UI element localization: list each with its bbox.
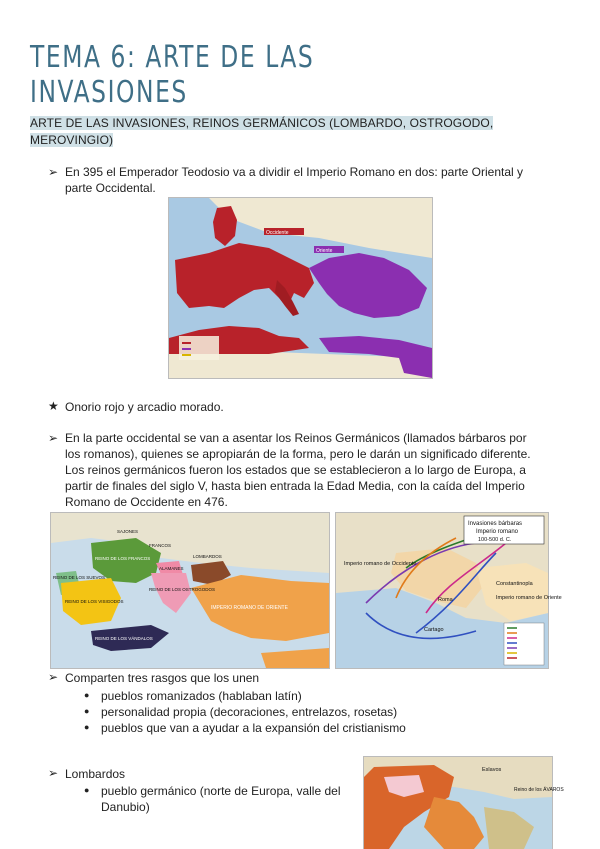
arrow-bullet-icon: ➢ (48, 431, 59, 445)
label-constantinopla: Constantinopla (496, 581, 533, 587)
page-title: TEMA 6: ARTE DE LAS INVASIONES (30, 40, 315, 110)
section-subtitle: ARTE DE LAS INVASIONES, REINOS GERMÁNICOS (LOMBARDO, OSTROGODO, MEROVINGIO) (30, 116, 494, 147)
label-cartago: Cartago (424, 627, 444, 633)
dot-bullet-icon: ● (84, 722, 90, 732)
invasions-map (335, 512, 562, 669)
label-eslavos: Eslavos (482, 767, 502, 773)
label-visigodos: REINO DE LOS VISIGODOS (65, 599, 124, 604)
label-roma: Roma (438, 597, 453, 603)
invasions-title-1: Invasiones bárbaras (468, 521, 523, 527)
label-oriente: Oriente (316, 248, 333, 254)
star-bullet-icon: ★ (48, 399, 59, 413)
label-imperio-oriente-2: Imperio romano de Oriente (496, 595, 562, 601)
paragraph-4: Lombardos (65, 767, 126, 781)
label-lombardos: LOMBARDOS (193, 554, 222, 559)
dot-bullet-icon: ● (84, 690, 90, 700)
label-sajones: SAJONES (117, 529, 139, 534)
paragraph-3: Comparten tres rasgos que los unen (65, 671, 260, 685)
label-occidente: Occidente (266, 230, 289, 236)
label-ostrogodos: REINO DE LOS OSTROGODOS (149, 587, 216, 592)
lombard-italy-map (363, 756, 564, 849)
label-francos: FRANCOS (149, 543, 172, 548)
paragraph-2: En la parte occidental se van a asentar los Reinos Germánicos (llamados bárbaros por los romanos), quienes se apropiarán de la forma, pero le darán un significado diferente. Los reinos germánicos fueron los estados que se establecieron a lo largo de Europa, a partir de finales del siglo V, hasta bien entrada la Edad Media, con la caída del Imperio Romano de Occidente en 476. (65, 431, 531, 509)
label-avaros: Reino de los ÁVAROS (514, 787, 564, 793)
arrow-bullet-icon: ➢ (48, 165, 59, 179)
star-note: Onorio rojo y arcadio morado. (65, 400, 224, 414)
trait-3: pueblos que van a ayudar a la expansión del cristianismo (101, 721, 406, 735)
label-reino-francos: REINO DE LOS FRANCOS (95, 556, 151, 561)
lombard-note: pueblo germánico (norte de Europa, valle del Danubio) (101, 784, 341, 814)
invasions-title-2: Imperio romano (476, 529, 519, 535)
germanic-kingdoms-map (50, 512, 330, 669)
label-alamanes: ALAMANES (159, 566, 184, 571)
trait-2: personalidad propia (decoraciones, entrelazos, rosetas) (101, 705, 398, 719)
label-suevos: REINO DE LOS SUEVOS (53, 575, 106, 580)
dot-bullet-icon: ● (84, 706, 90, 716)
arrow-bullet-icon: ➢ (48, 670, 59, 684)
label-imperio-oriente: IMPERIO ROMANO DE ORIENTE (211, 605, 288, 611)
roman-empire-map (168, 197, 433, 379)
label-imperio-occidente: Imperio romano de Occidente (344, 561, 417, 567)
dot-bullet-icon: ● (84, 785, 90, 795)
paragraph-1: En 395 el Emperador Teodosio va a dividir el Imperio Romano en dos: parte Oriental y parte Occidental. (65, 165, 524, 195)
invasions-title-3: 100-500 d. C. (478, 537, 512, 543)
trait-1: pueblos romanizados (hablaban latín) (101, 689, 302, 703)
label-vandalos: REINO DE LOS VÁNDALOS (95, 636, 153, 641)
arrow-bullet-icon: ➢ (48, 766, 59, 780)
